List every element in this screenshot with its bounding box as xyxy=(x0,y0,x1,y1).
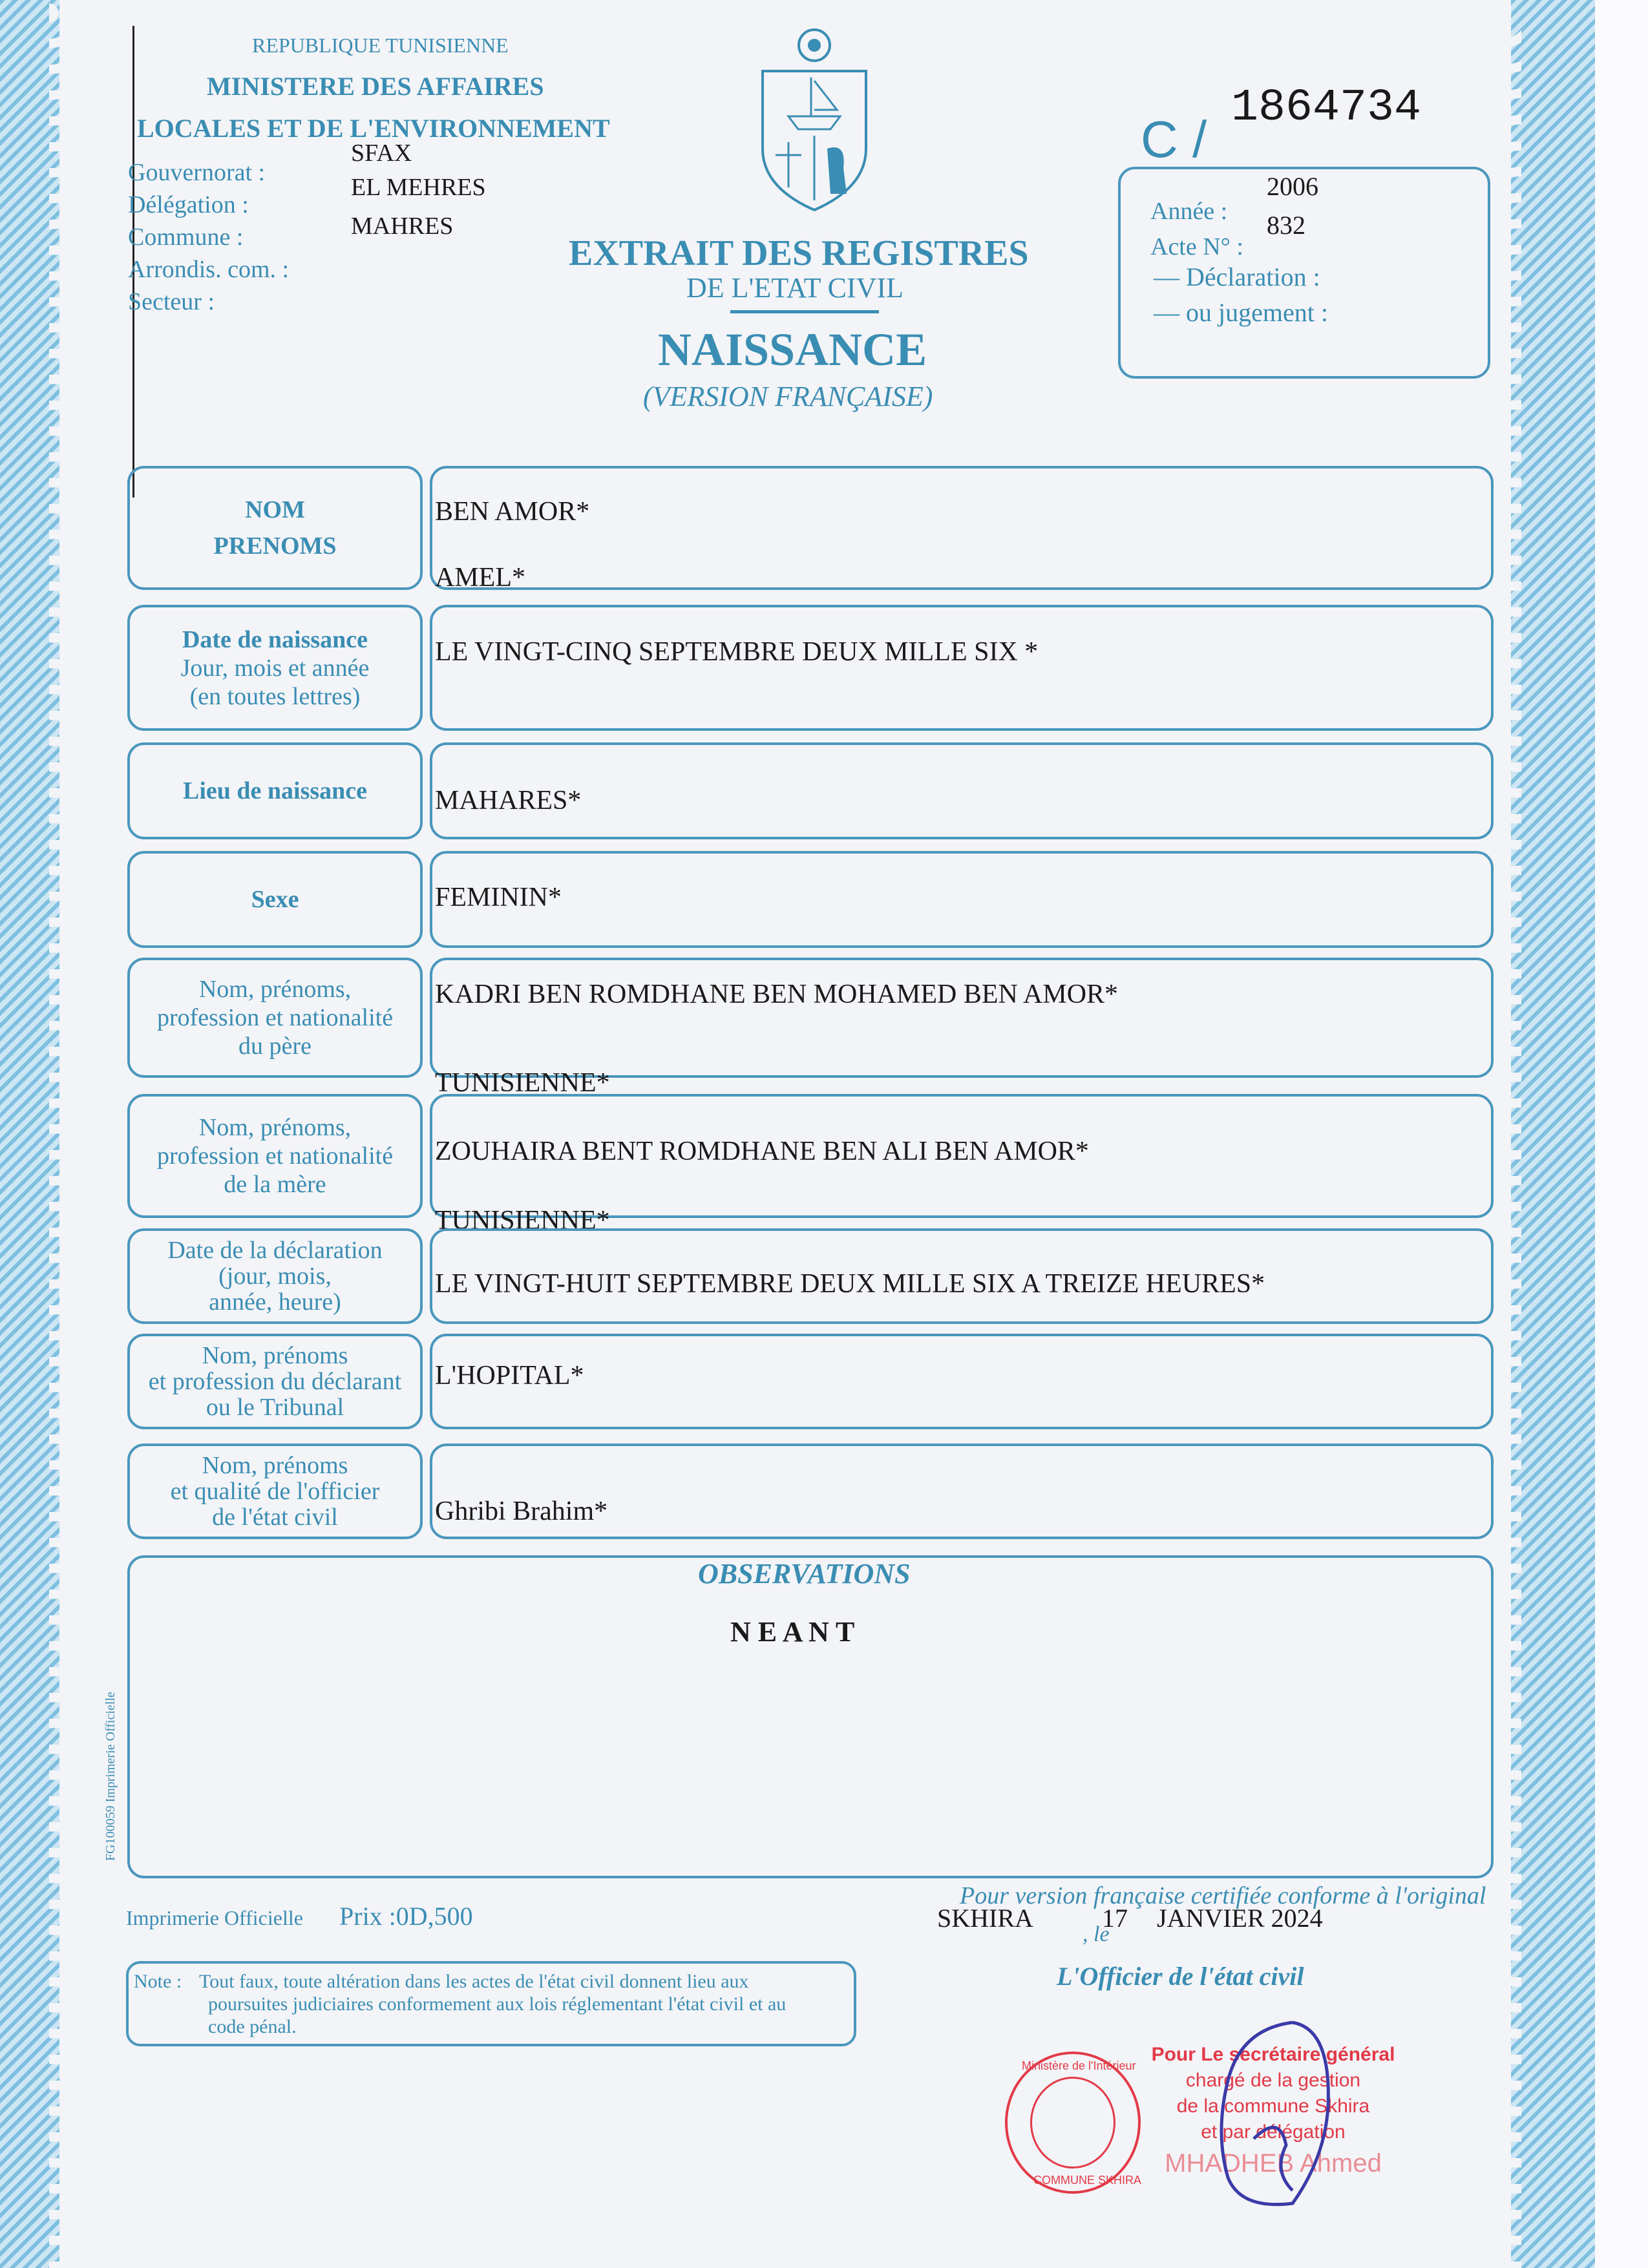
coat-of-arms-icon xyxy=(750,26,879,213)
stamp-line: chargé de la gestion xyxy=(1185,2070,1361,2091)
serial-number: 1864734 xyxy=(1231,83,1422,134)
acte-value: 832 xyxy=(1267,211,1305,240)
label-line: PRENOMS xyxy=(213,532,337,560)
label-line: Nom, prénoms, xyxy=(198,976,352,1003)
acte-label: Acte N° : xyxy=(1150,233,1243,260)
delegation-label: Délégation : xyxy=(128,191,249,218)
delegation-value: EL MEHRES xyxy=(351,174,486,201)
label-line: Date de naissance xyxy=(182,625,368,653)
label-line: (en toutes lettres) xyxy=(189,682,361,710)
decorative-border-left xyxy=(0,0,59,2268)
label-line: ou le Tribunal xyxy=(206,1394,344,1421)
label-line: Date de la déclaration xyxy=(167,1237,383,1264)
le-label: , le xyxy=(1083,1922,1110,1946)
value-lieu-naissance: MAHARES* xyxy=(435,786,582,815)
note-line2: poursuites judiciaires conformement aux lois réglementant l'état civil et au xyxy=(208,1993,787,2015)
label-line: Sexe xyxy=(251,886,299,913)
row-value-box xyxy=(430,1334,1494,1429)
title-extrait: EXTRAIT DES REGISTRES xyxy=(569,233,1029,273)
row-value-box xyxy=(430,851,1494,948)
imprimerie-label: Imprimerie Officielle xyxy=(126,1906,303,1929)
label-line: NOM xyxy=(245,496,305,523)
note-line3: code pénal. xyxy=(208,2016,297,2037)
label-line: profession et nationalité xyxy=(156,1142,394,1170)
label-sexe xyxy=(127,851,423,948)
day-value: 17 xyxy=(1102,1904,1128,1933)
value-officier: Ghribi Brahim* xyxy=(435,1496,608,1526)
stamp-ring-top-text: Ministère de l'Intérieur xyxy=(1022,2059,1136,2072)
label-pere xyxy=(127,958,423,1078)
label-line: profession et nationalité xyxy=(156,1004,394,1031)
value-declarant: L'HOPITAL* xyxy=(435,1361,584,1391)
label-line: Lieu de naissance xyxy=(182,777,368,804)
republic-label: REPUBLIQUE TUNISIENNE xyxy=(252,34,509,57)
label-nom-prenoms xyxy=(127,466,423,590)
label-line: de la mère xyxy=(224,1171,326,1198)
officer-title: L'Officier de l'état civil xyxy=(1057,1962,1304,1991)
row-value-box xyxy=(430,958,1494,1078)
label-line: année, heure) xyxy=(209,1288,341,1316)
value-date-naissance: LE VINGT-CINQ SEPTEMBRE DEUX MILLE SIX * xyxy=(435,637,1039,667)
stamp-line: et par délégation xyxy=(1201,2121,1346,2143)
certified-label: Pour version française certifiée conforme à l'original xyxy=(960,1882,1486,1909)
label-declarant xyxy=(127,1334,423,1429)
secteur-label: Secteur : xyxy=(128,288,215,315)
observations-value: N E A N T xyxy=(730,1616,855,1648)
page-margin xyxy=(1595,0,1648,2268)
annee-value: 2006 xyxy=(1267,172,1318,201)
title-naissance: NAISSANCE xyxy=(658,324,927,375)
value-sexe: FEMININ* xyxy=(435,883,562,912)
serial-prefix: C / xyxy=(1141,110,1207,168)
official-stamp-ring xyxy=(1005,2052,1141,2194)
value-mere-nationalite: TUNISIENNE* xyxy=(435,1206,610,1235)
title-divider xyxy=(730,310,879,313)
value-pere-nationalite: TUNISIENNE* xyxy=(435,1068,610,1098)
ministry-line1: MINISTERE DES AFFAIRES xyxy=(207,72,544,101)
value-prenoms: AMEL* xyxy=(435,563,525,593)
stamp-line: de la commune Skhira xyxy=(1176,2095,1370,2117)
label-line: et qualité de l'officier xyxy=(170,1478,380,1505)
jugement-label: — ou jugement : xyxy=(1154,298,1328,327)
row-value-box xyxy=(430,605,1494,731)
decorative-border-right xyxy=(1511,0,1595,2268)
stamp-line: Pour Le secrétaire général xyxy=(1151,2044,1395,2065)
commune-value: MAHRES xyxy=(351,213,454,240)
title-etat-civil: DE L'ETAT CIVIL xyxy=(686,272,903,304)
observations-title: OBSERVATIONS xyxy=(698,1558,911,1590)
observations-box xyxy=(127,1555,1494,1878)
label-lieu-naissance xyxy=(127,742,423,839)
label-date-declaration xyxy=(127,1228,423,1324)
arrondissement-label: Arrondis. com. : xyxy=(128,256,290,283)
commune-label: Commune : xyxy=(128,224,244,251)
declaration-label: — Déclaration : xyxy=(1154,262,1320,291)
note-label: Note : xyxy=(134,1971,182,1992)
label-officier xyxy=(127,1444,423,1539)
label-line: de l'état civil xyxy=(212,1504,338,1531)
label-line: et profession du déclarant xyxy=(148,1368,402,1395)
note-line1: Tout faux, toute altération dans les actes de l'état civil donnent lieu aux xyxy=(199,1971,749,1992)
annee-label: Année : xyxy=(1150,198,1228,225)
ministry-line2: LOCALES ET DE L'ENVIRONNEMENT xyxy=(137,114,610,143)
gouvernorat-value: SFAX xyxy=(351,140,412,167)
label-line: Jour, mois et année xyxy=(180,654,370,682)
label-mere xyxy=(127,1094,423,1218)
stamp-name: MHADHEB Ahmed xyxy=(1165,2149,1382,2178)
side-print-code: FG100059 Imprimerie Officielle xyxy=(103,1692,118,1861)
signature-icon xyxy=(1202,2016,1344,2210)
value-mere: ZOUHAIRA BENT ROMDHANE BEN ALI BEN AMOR* xyxy=(435,1137,1089,1166)
label-line: Nom, prénoms xyxy=(202,1342,348,1369)
label-date-naissance xyxy=(127,605,423,731)
title-version: (VERSION FRANÇAISE) xyxy=(643,381,933,412)
stamp-ring-bottom-text: COMMUNE SKHIRA xyxy=(1033,2174,1142,2187)
value-date-declaration: LE VINGT-HUIT SEPTEMBRE DEUX MILLE SIX A TREIZE HEURES* xyxy=(435,1269,1265,1299)
gouvernorat-label: Gouvernorat : xyxy=(128,159,266,186)
value-nom: BEN AMOR* xyxy=(435,497,590,527)
row-value-box xyxy=(430,742,1494,839)
label-line: Nom, prénoms, xyxy=(198,1114,352,1141)
place-value: SKHIRA xyxy=(937,1904,1033,1933)
label-line: du père xyxy=(238,1033,312,1060)
row-value-box xyxy=(430,466,1494,590)
label-line: Nom, prénoms xyxy=(202,1452,348,1479)
month-year-value: JANVIER 2024 xyxy=(1157,1904,1323,1933)
label-line: (jour, mois, xyxy=(218,1263,332,1290)
prix-label: Prix :0D,500 xyxy=(339,1902,473,1931)
value-pere: KADRI BEN ROMDHANE BEN MOHAMED BEN AMOR* xyxy=(435,980,1119,1009)
